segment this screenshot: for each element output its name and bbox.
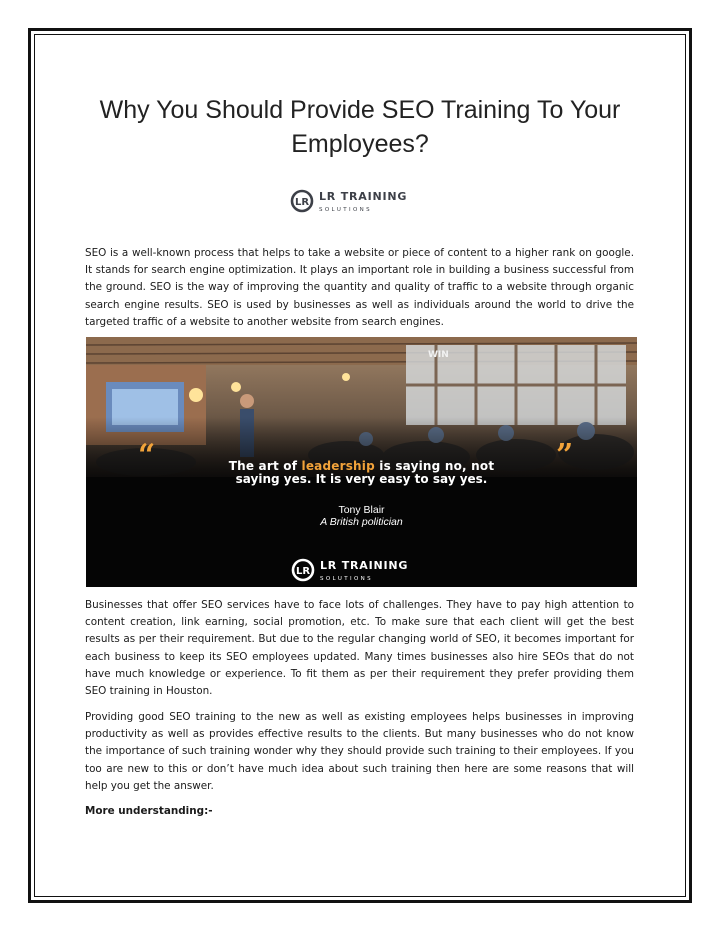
intro-paragraph: SEO is a well-known process that helps to take a website or piece of content to a higher rank on google. It stands for search engine optimization. It plays an important role in building a business successful from the ground. SEO is the way of improving the quantity and quality of traffic to a website through organic search engine results. SEO is used by businesses as well as individuals around the world to drive the targeted traffic of a website to another website from search engines.: [85, 247, 634, 328]
page-title: Why You Should Provide SEO Training To Your Employees?: [99, 96, 621, 158]
challenges-paragraph: Businesses that offer SEO services have to face lots of challenges. They have to pay high attention to content creation, link earning, social promotion, etc. To make sure that each client will get the best results as per their requirement. But due to the regular changing world of SEO, it becomes important for each business to keep its SEO employees updated. Many times businesses also hire SEOs that do not have much knowledge or experience. To fit them as per their requirement they prefer providing them SEO training in Houston.: [85, 599, 634, 698]
quote-author: Tony Blair: [338, 504, 385, 516]
wall-sign: WIN: [428, 350, 449, 360]
svg-text:LR TRAINING: LR TRAINING: [320, 559, 409, 572]
svg-text:S O L U T I O N S: S O L U T I O N S: [320, 576, 371, 582]
quote-author-role: A British politician: [320, 516, 403, 528]
logo-line2: S O L U T I O N S: [319, 207, 370, 213]
quote-line-2: saying yes. It is very easy to say yes.: [235, 472, 488, 486]
close-quote-icon: ”: [556, 438, 574, 473]
section-heading: More understanding:-: [85, 805, 213, 817]
quote-highlight: leadership: [301, 459, 375, 473]
open-quote-icon: “: [138, 438, 156, 473]
logo-mark: LR: [294, 197, 310, 208]
logo-line1: LR TRAINING: [319, 190, 408, 203]
lr-training-logo-photo: [289, 556, 439, 584]
svg-text:LR: LR: [295, 566, 311, 577]
lr-training-logo: [288, 187, 438, 215]
training-photo: [86, 337, 637, 587]
benefits-paragraph: Providing good SEO training to the new as well as existing employees helps businesses in improving productivity as well as provides effective results to the clients. But many businesses who do not know the importance of such training wonder why they should provide such training to their employees. If you too are new to this or don’t have much idea about such training then here are some reasons that will help you get the answer.: [85, 711, 634, 792]
quote-line-1: The art of leadership is saying no, not: [228, 459, 495, 473]
